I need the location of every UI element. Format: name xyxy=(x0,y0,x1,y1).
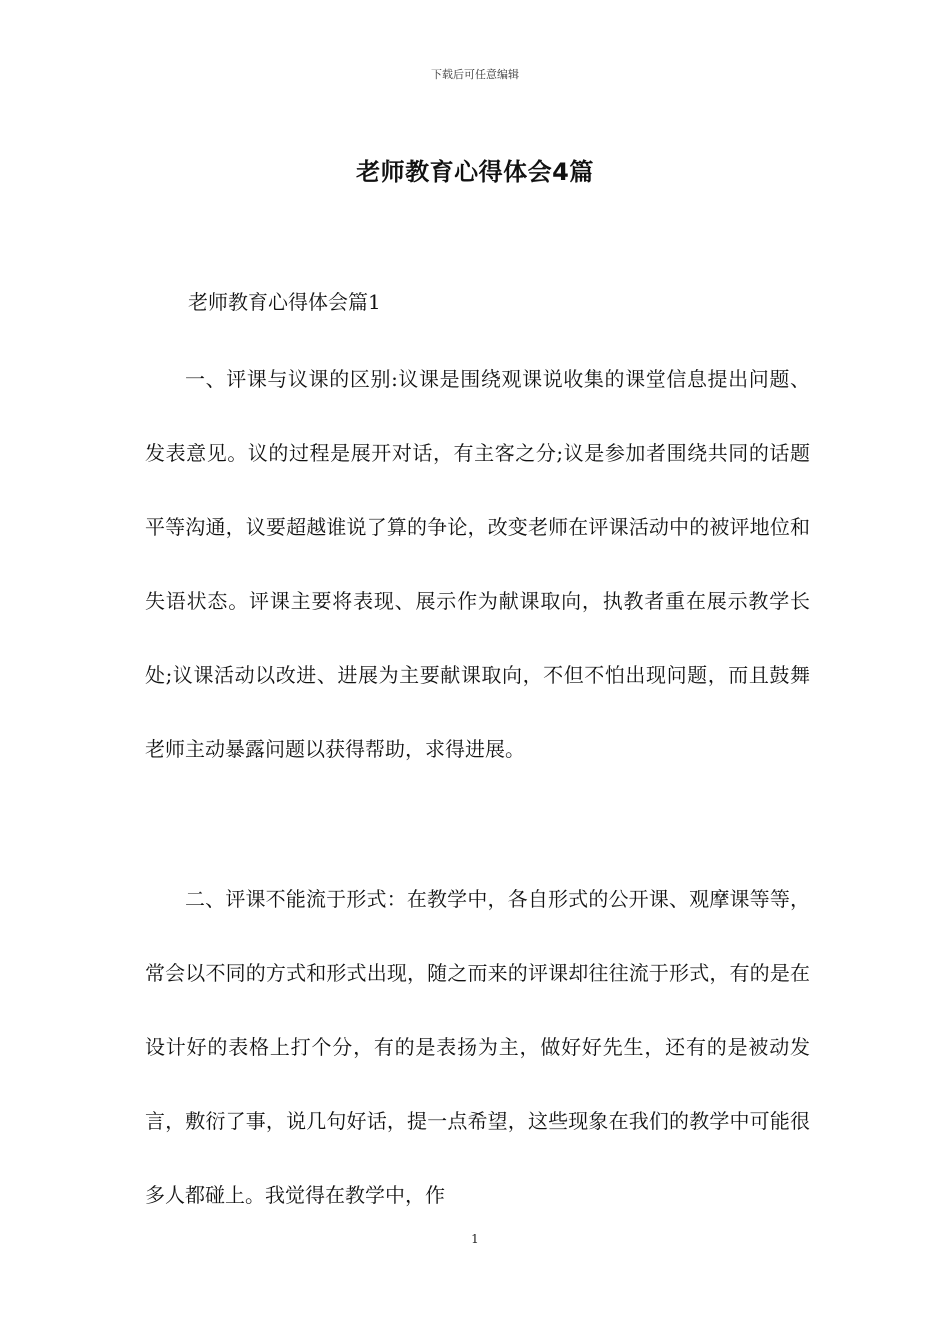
paragraph-2: 二、评课不能流于形式：在教学中，各自形式的公开课、观摩课等等，常会以不同的方式和形式出现，随之而来的评课却往往流于形式，有的是在设计好的表格上打个分，有的是表扬为主，做好好先生，还有的是被动发言，敷衍了事，说几句好话，提一点希望，这些现象在我们的教学中可能很多人都碰上。我觉得在教学中，作 xyxy=(145,887,810,1207)
document-title: 老师教育心得体会4篇 xyxy=(356,158,594,186)
page-number: 1 xyxy=(471,1232,479,1246)
section-heading: 老师教育心得体会篇1 xyxy=(188,290,381,314)
header-note: 下载后可任意编辑 xyxy=(431,68,519,81)
paragraph-1: 一、评课与议课的区别:议课是围绕观课说收集的课堂信息提出问题、发表意见。议的过程是展开对话，有主客之分;议是参加者围绕共同的话题平等沟通，议要超越谁说了算的争论，改变老师在评课活动中的被评地位和失语状态。评课主要将表现、展示作为献课取向，执教者重在展示教学长处;议课活动以改进、进展为主要献课取向，不但不怕出现问题，而且鼓舞老师主动暴露问题以获得帮助，求得进展。 xyxy=(145,367,810,761)
